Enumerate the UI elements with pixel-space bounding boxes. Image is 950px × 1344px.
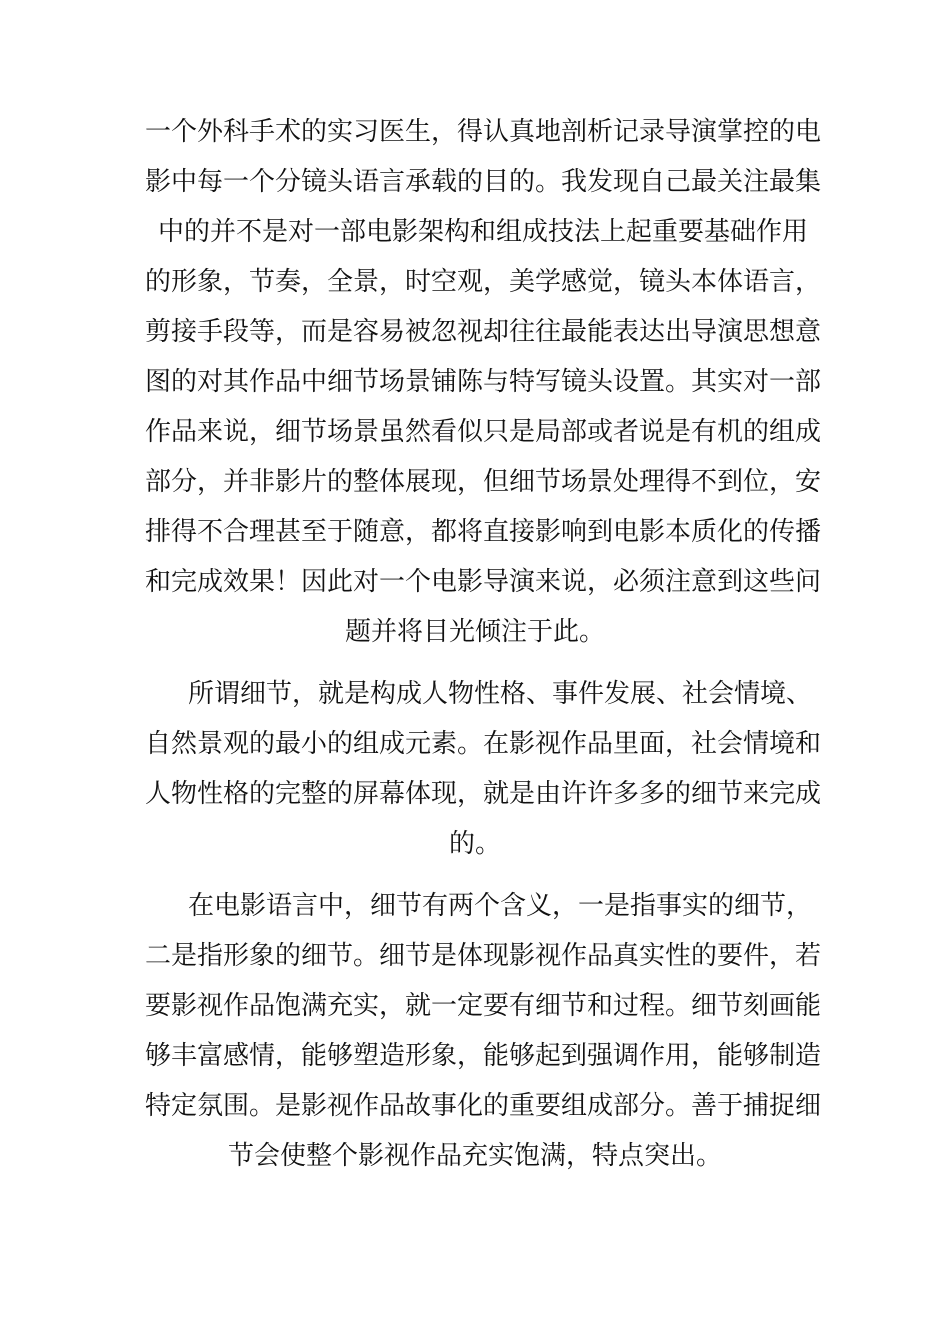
paragraph-2-line-4: 的。 (448, 829, 501, 859)
paragraph-1-line-9: 排得不合理甚至于随意，都将直接影响到电影本质化的传播 (145, 517, 822, 547)
paragraph-2-line-3: 人物性格的完整的屏幕体现，就是由许许多多的细节来完成 (145, 779, 822, 809)
paragraph-3-line-5: 特定氛围。是影视作品故事化的重要组成部分。善于捕捉细 (145, 1091, 822, 1121)
paragraph-1-line-6: 图的对其作品中细节场景铺陈与特写镜头设置。其实对一部 (145, 367, 822, 397)
paragraph-3-line-6: 节会使整个影视作品充实饱满，特点突出。 (227, 1141, 722, 1171)
paragraph-1-line-7: 作品来说，细节场景虽然看似只是局部或者说是有机的组成 (145, 417, 822, 447)
paragraph-1-line-4: 的形象，节奏，全景，时空观，美学感觉，镜头本体语言， (145, 267, 822, 297)
paragraph-3-line-3: 要影视作品饱满充实，就一定要有细节和过程。细节刻画能 (145, 991, 822, 1021)
paragraph-1-line-5: 剪接手段等，而是容易被忽视却往往最能表达出导演思想意 (145, 317, 822, 347)
paragraph-1-line-11: 题并将目光倾注于此。 (344, 617, 605, 647)
paragraph-1-line-3: 中的并不是对一部电影架构和组成技法上起重要基础作用 (158, 217, 809, 247)
paragraph-3-line-2: 二是指形象的细节。细节是体现影视作品真实性的要件，若 (145, 941, 822, 971)
paragraph-1-line-8: 部分，并非影片的整体展现，但细节场景处理得不到位，安 (145, 467, 822, 497)
paragraph-1-line-1: 一个外科手术的实习医生，得认真地剖析记录导演掌控的电 (145, 117, 822, 147)
paragraph-1-line-10: 和完成效果！因此对一个电影导演来说，必须注意到这些问 (145, 567, 822, 597)
paragraph-2-line-1: 所谓细节，就是构成人物性格、事件发展、社会情境、 (188, 679, 813, 709)
paragraph-1-line-2: 影中每一个分镜头语言承载的目的。我发现自己最关注最集 (145, 167, 822, 197)
paragraph-2-line-2: 自然景观的最小的组成元素。在影视作品里面，社会情境和 (145, 729, 822, 759)
paragraph-3-line-4: 够丰富感情，能够塑造形象，能够起到强调作用，能够制造 (145, 1041, 822, 1071)
paragraph-3-line-1: 在电影语言中，细节有两个含义，一是指事实的细节， (188, 891, 813, 921)
